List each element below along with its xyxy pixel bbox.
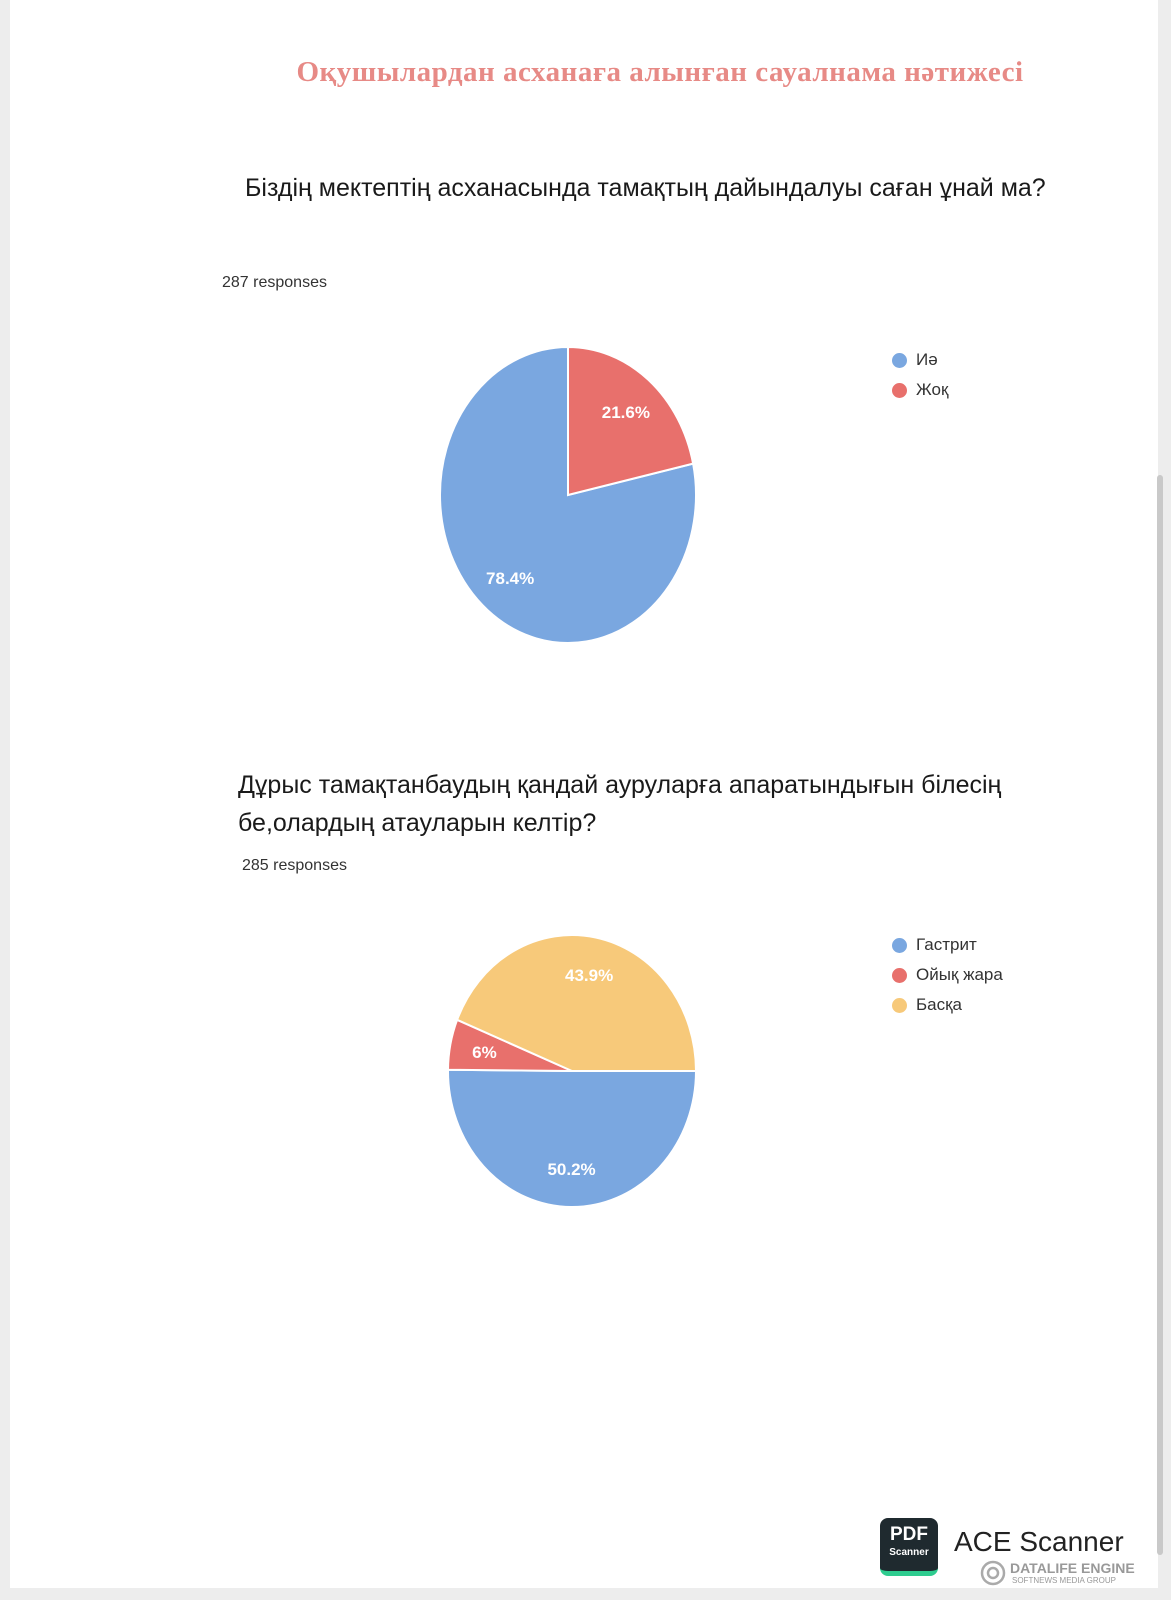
slice-label-0: 50.2%	[547, 1159, 596, 1179]
legend-swatch	[892, 968, 907, 983]
legend-swatch	[892, 938, 907, 953]
slice-label-2: 43.9%	[565, 965, 614, 985]
legend-swatch	[892, 998, 907, 1013]
slice-label-0: 78.4%	[486, 568, 535, 588]
pie-slice-0	[448, 1070, 696, 1207]
question-2-title: Дұрыс тамақтанбаудың қандай ауруларға апаратындығын білесің бе,олардың атауларын келтір?	[238, 771, 1002, 837]
document-page	[10, 0, 1158, 1588]
legend-label: Гастрит	[916, 935, 977, 954]
question-2-responses: 285 responses	[242, 857, 347, 874]
scrollbar[interactable]	[1157, 475, 1163, 1555]
legend-label: Басқа	[916, 995, 963, 1014]
legend-item	[892, 375, 948, 405]
scanner-watermark	[880, 1518, 1160, 1588]
logo-subtext: Scanner	[889, 1547, 929, 1558]
question-1-title: Біздің мектептің асханасында тамақтың дайындалуы саған ұнай ма?	[245, 174, 1046, 202]
legend-item	[892, 930, 1003, 960]
legend-2	[892, 930, 1003, 1020]
pdf-scanner-logo	[880, 1518, 938, 1576]
engine-name: DATALIFE ENGINE	[1010, 1560, 1135, 1576]
legend-1	[892, 345, 948, 405]
legend-swatch	[892, 383, 907, 398]
legend-item	[892, 990, 1003, 1020]
pie-chart-1	[428, 345, 728, 645]
slice-label-1: 6%	[472, 1042, 497, 1062]
legend-item	[892, 345, 948, 375]
legend-label: Ойық жара	[916, 965, 1003, 984]
legend-item	[892, 960, 1003, 990]
document-title: Оқушылардан асханаға алынған сауалнама нәтижесі	[296, 56, 1024, 88]
datalife-logo-icon	[980, 1560, 1006, 1586]
logo-text: PDF	[890, 1524, 928, 1545]
slice-label-1: 21.6%	[601, 403, 650, 423]
question-1-responses: 287 responses	[222, 274, 327, 291]
app-name: ACE Scanner	[954, 1526, 1124, 1557]
legend-label: Иә	[916, 350, 938, 369]
engine-subtitle: SOFTNEWS MEDIA GROUP	[1012, 1576, 1117, 1585]
legend-swatch	[892, 353, 907, 368]
legend-label: Жоқ	[916, 380, 949, 399]
pie-chart-2	[440, 935, 700, 1210]
